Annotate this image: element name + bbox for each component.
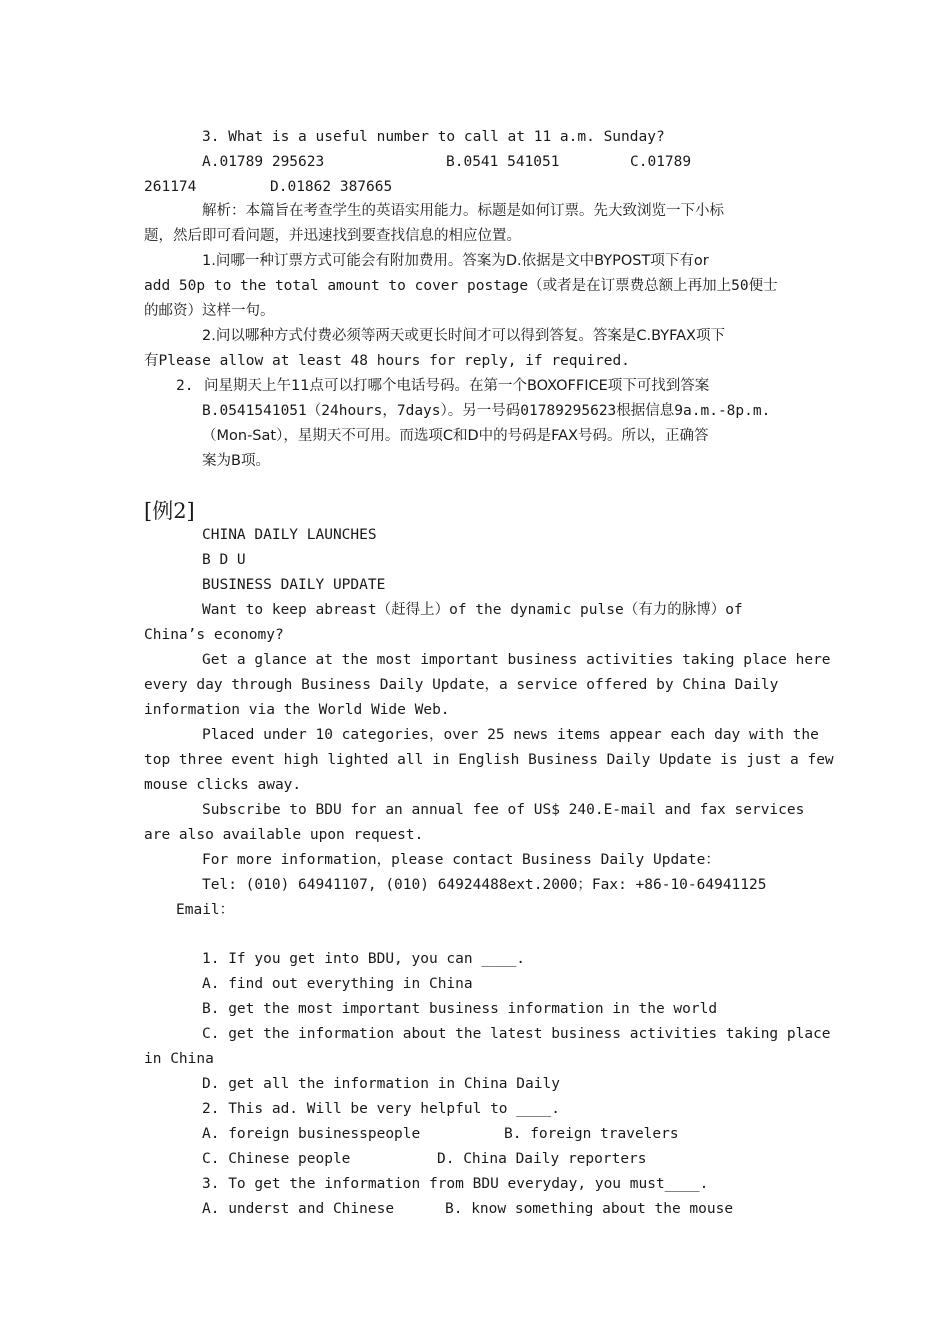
question-2-option-d: D. China Daily reporters — [437, 1151, 647, 1167]
ad-paragraph-line: China’s economy? — [144, 627, 284, 643]
answer-3-line: B.0541541051（24hours，7days）。另一号码01789295623根据信息9a.m.-8p.m. — [202, 403, 771, 419]
analysis-line: 题，然后即可看问题，并迅速找到要查找信息的相应位置。 — [144, 228, 521, 244]
question-2-text: 2. This ad. Will be very helpful to ____. — [202, 1101, 560, 1117]
question-2-option-b: B. foreign travelers — [504, 1126, 679, 1142]
answer-2-line: 2.问以哪种方式付费必须等两天或更长时间才可以得到答复。答案是C.BYFAX项下 — [202, 328, 725, 344]
question-3-option-b: B.0541 541051 — [446, 154, 560, 170]
ad-title-line: CHINA DAILY LAUNCHES — [202, 527, 377, 543]
question-1-option-c: C. get the information about the latest business activities taking place — [202, 1026, 831, 1042]
answer-1-line: 1.问哪一种订票方式可能会有附加费用。答案为D.依据是文中BYPOST项下有or — [202, 253, 709, 269]
answer-2-line: 有Please allow at least 48 hours for reply, if required. — [144, 353, 630, 369]
question-3-text: 3. To get the information from BDU everyday, you must____. — [202, 1176, 709, 1192]
ad-title-line: BUSINESS DAILY UPDATE — [202, 577, 386, 593]
ad-contact-intro: For more information，please contact Business Daily Update： — [202, 852, 720, 868]
ad-contact-numbers: Tel: (010) 64941107, (010) 64924488ext.2000；Fax: +86-10-64941125 — [202, 877, 767, 893]
question-1-text: 1. If you get into BDU, you can ____. — [202, 951, 526, 967]
ad-paragraph-line: are also available upon request. — [144, 827, 424, 843]
question-3-option-c: C.01789 — [630, 154, 692, 170]
ad-paragraph-line: Get a glance at the most important business activities taking place here — [202, 652, 831, 668]
answer-3-line: （Mon-Sat），星期天不可用。而选项C和D中的号码是FAX号码。所以，正确答 — [202, 428, 709, 444]
ad-title-line: B D U — [202, 552, 246, 568]
ad-paragraph-line: Want to keep abreast（赶得上）of the dynamic pulse（有力的脉博）of — [202, 602, 743, 618]
question-3-option-c-continued: 261174 — [144, 179, 197, 195]
question-1-option-c-continued: in China — [144, 1051, 214, 1067]
answer-1-line: 的邮资）这样一句。 — [144, 303, 275, 319]
ad-paragraph-line: Placed under 10 categories，over 25 news items appear each day with the — [202, 727, 819, 743]
question-2-option-a: A. foreign businesspeople — [202, 1126, 421, 1142]
question-1-option-d: D. get all the information in China Daily — [202, 1076, 560, 1092]
ad-paragraph-line: every day through Business Daily Update，a service offered by China Daily — [144, 677, 779, 693]
question-1-option-b: B. get the most important business information in the world — [202, 1001, 718, 1017]
question-3-text: 3. What is a useful number to call at 11 a.m. Sunday? — [202, 129, 665, 145]
answer-3-line: 案为B项。 — [202, 453, 270, 469]
ad-email-label: Email： — [176, 902, 235, 918]
ad-paragraph-line: mouse clicks away. — [144, 777, 302, 793]
question-1-option-a: A. find out everything in China — [202, 976, 473, 992]
example-2-heading: [例2] — [144, 499, 195, 523]
question-3-option-a: A. underst and Chinese — [202, 1201, 395, 1217]
answer-3-number: 2. — [176, 378, 194, 394]
ad-paragraph-line: information via the World Wide Web. — [144, 702, 450, 718]
analysis-line: 解析：本篇旨在考查学生的英语实用能力。标题是如何订票。先大致浏览一下小标 — [202, 203, 724, 219]
answer-1-line: add 50p to the total amount to cover postage（或者是在订票费总额上再加上50便士 — [144, 278, 778, 294]
question-3-option-d: D.01862 387665 — [270, 179, 393, 195]
question-3-option-a: A.01789 295623 — [202, 154, 325, 170]
ad-paragraph-line: Subscribe to BDU for an annual fee of US$ 240.E-mail and fax services — [202, 802, 805, 818]
question-3-option-b: B. know something about the mouse — [445, 1201, 734, 1217]
answer-3-line: 问星期天上午11点可以打哪个电话号码。在第一个BOXOFFICE项下可找到答案 — [204, 378, 710, 394]
ad-paragraph-line: top three event high lighted all in English Business Daily Update is just a few — [144, 752, 834, 768]
question-2-option-c: C. Chinese people — [202, 1151, 351, 1167]
